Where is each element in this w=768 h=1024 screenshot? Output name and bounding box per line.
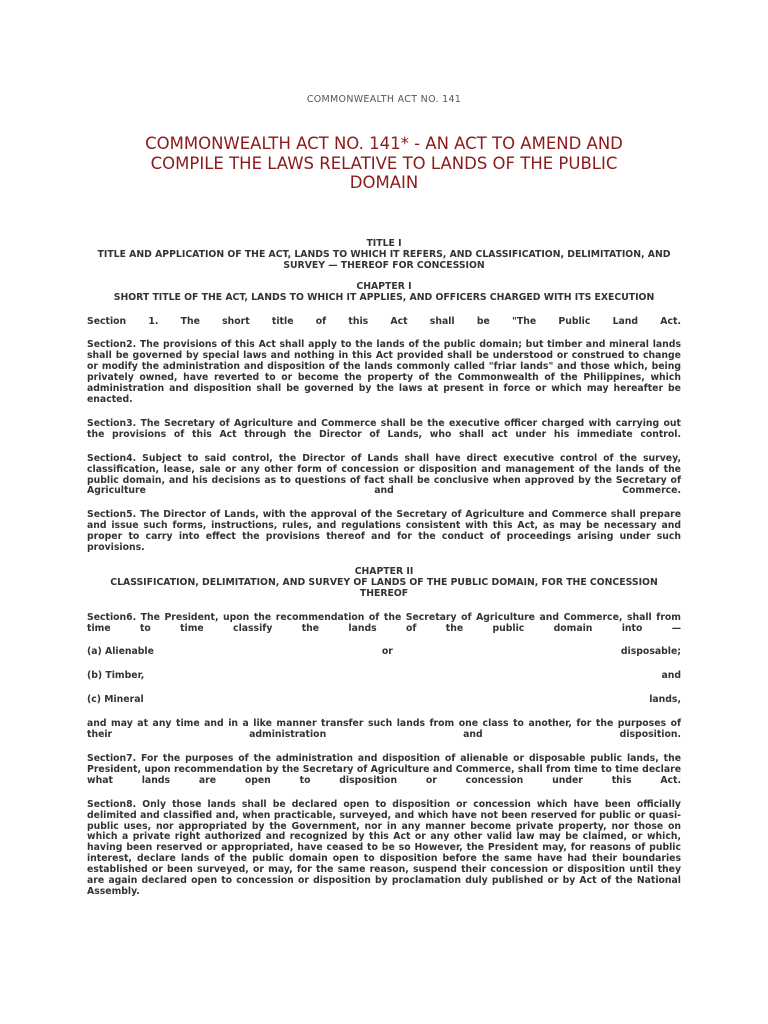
list-item-b-label: (b) Timber,: [87, 670, 145, 682]
document-header: COMMONWEALTH ACT NO. 141: [306, 94, 462, 105]
list-item-c-end: lands,: [649, 694, 681, 706]
list-item-a-end: disposable;: [620, 646, 681, 658]
chapter-i-heading: SHORT TITLE OF THE ACT, LANDS TO WHICH IT APPLIES, AND OFFICERS CHARGED WITH ITS EXECUTION: [113, 291, 655, 303]
section-8: Section8. Only those lands shall be declared open to disposition or concession which have been officially delimited and classified and, when practicable, surveyed, and which have not been reserved for public or quasi-public uses, nor appropriated by the Government, nor in any manner become private property, nor those on which a private right authorized and recognized by this Act or any other valid law may be claimed, or which, having been reserved or appropriated, have ceased to be so However, the President may, for reasons of public interest, declare lands of the public domain open to disposition before the same have had their boundaries established or been surveyed, or may, for the same reason, suspend their concession or disposition until they are again declared open to concession or disposition by proclamation duly published or by Act of the National Assembly.: [87, 798, 681, 897]
title-i-label: TITLE I: [366, 238, 402, 249]
section-4: Section4. Subject to said control, the Director of Lands shall have direct executive control of the survey, classification, lease, sale or any other form of concession or disposition and management of the lands of the public domain, and his decisions as to questions of fact shall be conclusive when approved by the Secretary of Agriculture and Commerce.: [87, 452, 681, 497]
list-item-b-end: and: [661, 670, 681, 682]
section-7: Section7. For the purposes of the administration and disposition of alienable or disposable public lands, the President, upon recommendation by the Secretary of Agriculture and Commerce, shall from time to time declare what lands are open to disposition or concession under this Act.: [87, 753, 681, 786]
section-3: Section3. The Secretary of Agriculture and Commerce shall be the executive officer charged with carrying out the provisions of this Act through the Director of Lands, who shall act under his immediate control.: [87, 417, 681, 440]
list-item-a-label: (a) Alienable: [87, 646, 154, 658]
section-5: Section5. The Director of Lands, with the approval of the Secretary of Agriculture and Commerce shall prepare and issue such forms, instructions, rules, and regulations consistent with this Act, as may be necessary and proper to carry into effect the provisions thereof and for the conduct of proceedings arising under such provisions.: [87, 509, 681, 554]
list-item-a-conjunction: or: [381, 646, 393, 658]
section-2: Section2. The provisions of this Act shall apply to the lands of the public domain; but timber and mineral lands shall be governed by special laws and nothing in this Act provided shall be understood or construed to change or modify the administration and disposition of the lands commonly called "friar lands" and those which, being privately owned, have reverted to or become the property of the Commonwealth of the Philippines, which administration and disposition shall be governed by the laws at present in force or which may hereafter be enacted.: [87, 339, 681, 405]
list-item-c-label: (c) Mineral: [87, 694, 144, 706]
document-title: COMMONWEALTH ACT NO. 141* - AN ACT TO AMEND AND COMPILE THE LAWS RELATIVE TO LANDS OF THE PUBLIC DOMAIN: [145, 134, 623, 192]
document-body: [87, 239, 681, 898]
title-i-heading: TITLE AND APPLICATION OF THE ACT, LANDS TO WHICH IT REFERS, AND CLASSIFICATION, DELIMITATION, AND SURVEY — THEREOF FOR CONCESSION: [97, 248, 671, 271]
section-1: Section 1. The short title of this Act shall be "The Public Land Act.: [87, 315, 681, 327]
section-6-continuation: and may at any time and in a like manner transfer such lands from one class to another, for the purposes of their administration and disposition.: [87, 718, 681, 741]
chapter-ii-heading: CLASSIFICATION, DELIMITATION, AND SURVEY OF LANDS OF THE PUBLIC DOMAIN, FOR THE CONCESSION THEREOF: [110, 576, 658, 599]
list-item-a: [87, 647, 681, 658]
section-6: Section6. The President, upon the recommendation of the Secretary of Agriculture and Commerce, shall from time to time classify the lands of the public domain into —: [87, 611, 681, 634]
list-item-c: [87, 695, 681, 706]
list-item-b: [87, 671, 681, 682]
chapter-ii-label: CHAPTER II: [354, 565, 414, 577]
chapter-i-label: CHAPTER I: [356, 280, 412, 292]
